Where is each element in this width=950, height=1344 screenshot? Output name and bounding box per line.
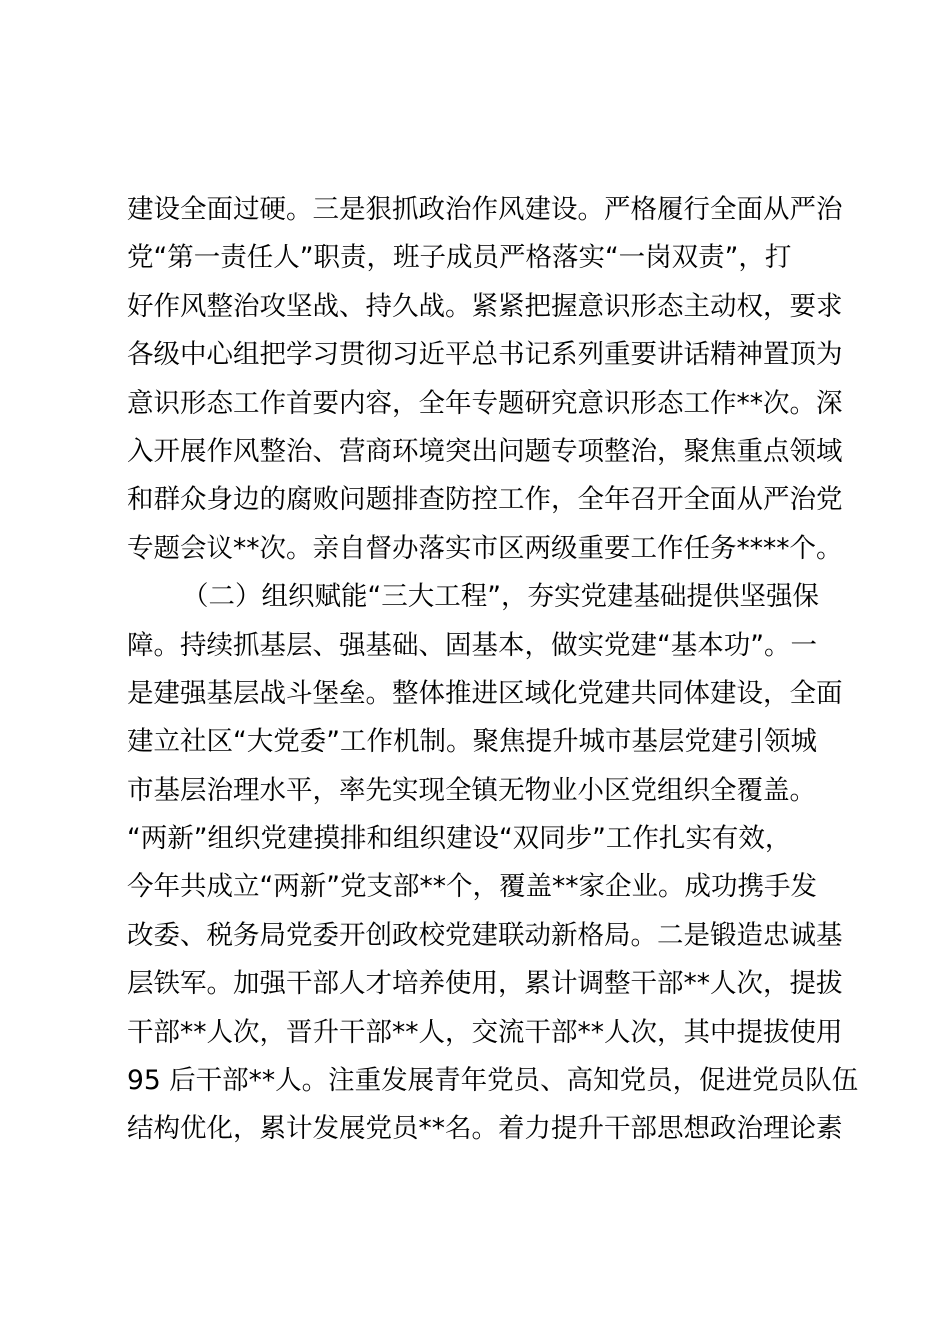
text-line: 好作风整治攻坚战、持久战。紧紧把握意识形态主动权，要求 xyxy=(127,290,843,322)
text-line: 专题会议**次。亲自督办落实市区两级重要工作任务****个。 xyxy=(127,532,843,564)
text-line: 干部**人次，晋升干部**人，交流干部**人次，其中提拔使用 xyxy=(127,1016,843,1048)
text-line: 市基层治理水平，率先实现全镇无物业小区党组织全覆盖。 xyxy=(127,774,816,806)
text-line: 层铁军。加强干部人才培养使用，累计调整干部**人次，提拔 xyxy=(127,968,843,1000)
text-line: 入开展作风整治、营商环境突出问题专项整治，聚焦重点领域 xyxy=(127,435,843,467)
text-line: “两新”组织党建摸排和组织建设“双同步”工作扎实有效， xyxy=(127,823,792,855)
text-line: 是建强基层战斗堡垒。整体推进区域化党建共同体建设，全面 xyxy=(127,677,843,709)
text-line: 结构优化，累计发展党员**名。着力提升干部思想政治理论素 xyxy=(127,1113,843,1145)
text-line: 改委、税务局党委开创政校党建联动新格局。二是锻造忠诚基 xyxy=(127,919,843,951)
text-line: 各级中心组把学习贯彻习近平总书记系列重要讲话精神置顶为 xyxy=(127,339,843,371)
body-text xyxy=(127,186,859,1154)
text-line: 和群众身边的腐败问题排查防控工作，全年召开全面从严治党 xyxy=(127,484,843,516)
text-line: 障。持续抓基层、强基础、固基本，做实党建“基本功”。一 xyxy=(127,629,817,661)
text-line: 意识形态工作首要内容，全年专题研究意识形态工作**次。深 xyxy=(127,387,843,419)
text-line: 建立社区“大党委”工作机制。聚焦提升城市基层党建引领城 xyxy=(127,726,817,758)
text-line: 95 后干部**人。注重发展青年党员、高知党员，促进党员队伍 xyxy=(127,1065,859,1097)
text-line: 今年共成立“两新”党支部**个，覆盖**家企业。成功携手发 xyxy=(127,871,817,903)
text-line: 党“第一责任人”职责，班子成员严格落实“一岗双责”，打 xyxy=(127,242,792,274)
section-heading-line: （二）组织赋能“三大工程”，夯实党建基础提供坚强保 xyxy=(182,581,819,613)
text-line: 建设全面过硬。三是狠抓政治作风建设。严格履行全面从严治 xyxy=(127,194,843,225)
